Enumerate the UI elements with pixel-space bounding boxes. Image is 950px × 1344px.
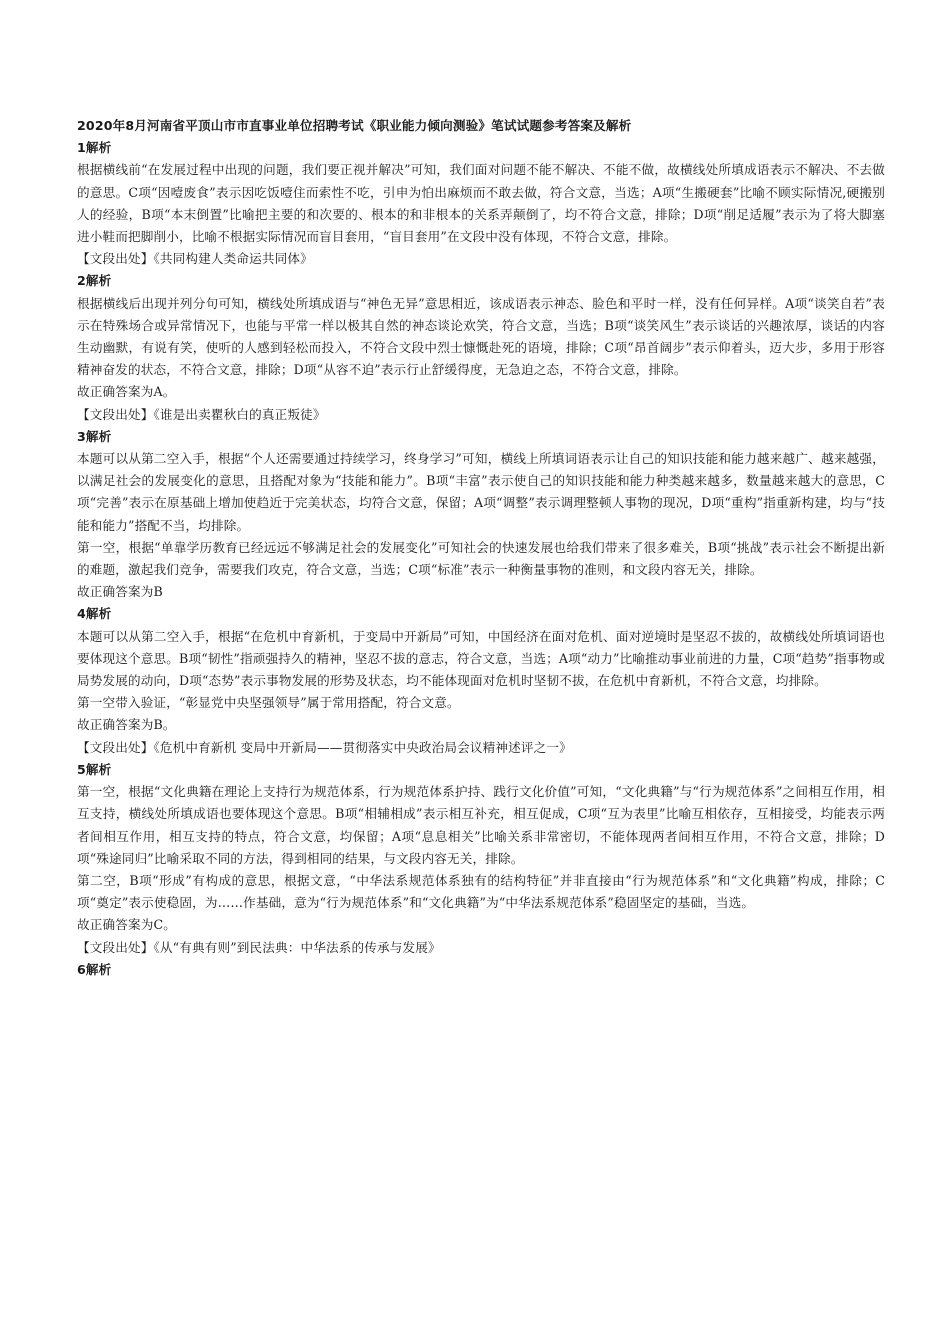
question-4-paragraph: 【文段出处】《危机中育新机 变局中开新局——贯彻落实中央政治局会议精神述评之一》 (77, 739, 572, 755)
question-1-paragraph: 【文段出处】《共同构建人类命运共同体》 (77, 251, 313, 267)
question-5-paragraph: 【文段出处】《从“有典有则”到民法典：中华法系的传承与发展》 (77, 939, 441, 955)
question-2-heading: 2解析 (77, 273, 112, 289)
document-body (77, 115, 885, 981)
question-6-heading: 6解析 (77, 961, 112, 977)
answer-sections (77, 137, 885, 981)
document-title: 2020年8月河南省平顶山市市直事业单位招聘考试《职业能力倾向测验》笔试试题参考答案及解析 (77, 118, 632, 133)
question-4-paragraph: 第一空带入验证，“彰显党中央坚强领导”属于常用搭配，符合文意。 (77, 695, 460, 711)
question-4-paragraph: 故正确答案为B。 (77, 717, 176, 733)
question-5-paragraph: 故正确答案为C。 (77, 917, 176, 933)
question-3-paragraph: 故正确答案为B (77, 584, 163, 600)
question-5-heading: 5解析 (77, 761, 112, 777)
question-3-heading: 3解析 (77, 428, 112, 444)
question-5-paragraph: 第一空，根据“文化典籍在理论上支持行为规范体系，行为规范体系护持、践行文化价值”可知，“文化典籍”与“行为规范体系”之间相互作用，相互支持，横线处所填成语也要体现这个意思。B项“相辅相成”表示相互补充，相互促成，C项“互为表里”比喻互相依存，互相接受，均能表示两者间相互作用，相互支持的特点，符合文意，均保留；A项“息息相关”比喻关系非常密切，不能体现两者间相互作用，不符合文意，排除；D项“殊途同归”比喻采取不同的方法，得到相同的结果，与文段内容无关，排除。 (77, 784, 885, 866)
question-3-paragraph: 本题可以从第二空入手，根据“个人还需要通过持续学习，终身学习”可知，横线上所填词语表示让自己的知识技能和能力越来越广、越来越强，以满足社会的发展变化的意思，且搭配对象为“技能和能力”。B项“丰富”表示使自己的知识技能和能力种类越来越多，数量越来越大的意思，C项“完善”表示在原基础上增加使趋近于完美状态，均符合文意，保留；A项“调整”表示调理整顿人事物的现况，D项“重构”指重新构建，均与“技能和能力”搭配不当，均排除。 (77, 451, 885, 533)
question-4-heading: 4解析 (77, 606, 112, 622)
question-1-paragraph: 根据横线前“在发展过程中出现的问题，我们要正视并解决”可知，我们面对问题不能不解决、不能不做，故横线处所填成语表示不解决、不去做的意思。C项“因噎废食”表示因吃饭噎住而索性不吃，引申为怕出麻烦而不敢去做，符合文意，当选；A项“生搬硬套”比喻不顾实际情况,硬搬别人的经验，B项“本末倒置”比喻把主要的和次要的、根本的和非根本的关系弄颠倒了，均不符合文意，排除；D项“削足适履”表示为了将大脚塞进小鞋而把脚削小，比喻不根据实际情况而盲目套用，“盲目套用”在文段中没有体现，不符合文意，排除。 (77, 162, 885, 245)
question-4-paragraph: 本题可以从第二空入手，根据“在危机中育新机，于变局中开新局”可知，中国经济在面对危机、面对逆境时是坚忍不拔的，故横线处所填词语也要体现这个意思。B项“韧性”指顽强持久的精神，坚忍不拔的意志，符合文意，当选；A项“动力”比喻推动事业前进的力量，C项“趋势”指事物或局势发展的动向，D项“态势”表示事物发展的形势及状态，均不能体现面对危机时坚韧不拔，在危机中育新机，不符合文意，均排除。 (77, 628, 885, 689)
question-3-paragraph: 第一空，根据“单靠学历教育已经远远不够满足社会的发展变化”可知社会的快速发展也给我们带来了很多难关，B项“挑战”表示社会不断提出新的难题，激起我们竞争，需要我们攻克，符合文意，当选；C项“标准”表示一种衡量事物的准则，和文段内容无关，排除。 (77, 539, 885, 578)
question-2-paragraph: 【文段出处】《谁是出卖瞿秋白的真正叛徒》 (77, 406, 326, 422)
question-2-paragraph: 根据横线后出现并列分句可知，横线处所填成语与“神色无异”意思相近，该成语表示神态、脸色和平时一样，没有任何异样。A项“谈笑自若”表示在特殊场合或异常情况下，也能与平常一样以极其自然的神态谈论欢笑，符合文意，当选；B项“谈笑风生”表示谈话的兴趣浓厚，谈话的内容生动幽默，有说有笑，使听的人感到轻松而投入，不符合文段中烈士慷慨赴死的语境，排除；C项“昂首阔步”表示仰着头，迈大步，多用于形容精神奋发的状态，不符合文意，排除；D项“从容不迫”表示行止舒缓得度，无急迫之态，不符合文意，排除。 (77, 295, 885, 378)
question-2-paragraph: 故正确答案为A。 (77, 384, 176, 400)
question-1-heading: 1解析 (77, 140, 112, 156)
question-5-paragraph: 第二空，B项“形成”有构成的意思，根据文意，“中华法系规范体系独有的结构特征”并非直接由“行为规范体系”和“文化典籍”构成，排除；C项“奠定”表示使稳固，为……作基础，意为“行为规范体系”和“文化典籍”为“中华法系规范体系”稳固坚定的基础，当选。 (77, 872, 885, 911)
